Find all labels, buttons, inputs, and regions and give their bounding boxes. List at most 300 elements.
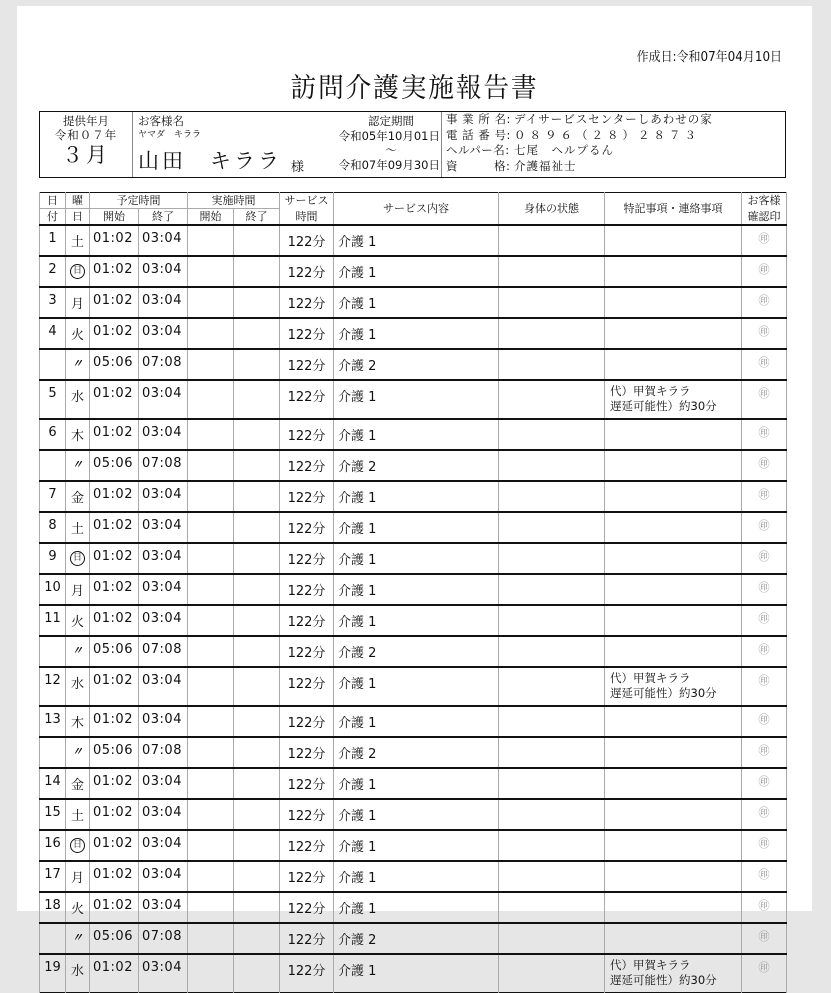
cell-actual-start[interactable]: [188, 830, 234, 861]
stamp-icon: ㊞: [742, 799, 787, 830]
cell-day: 2: [40, 256, 66, 287]
cell-planned-end: 03:04: [139, 954, 188, 993]
service-year: 令和０７年: [54, 128, 118, 142]
cell-planned-start: 01:02: [90, 861, 139, 892]
cell-condition[interactable]: [499, 287, 605, 318]
stamp-icon: ㊞: [742, 667, 787, 706]
cell-planned-start: 05:06: [90, 636, 139, 667]
cell-weekday: 金: [66, 481, 90, 512]
service-log-body: [40, 225, 787, 993]
cell-service: 介護 1: [334, 256, 499, 287]
cell-day: [40, 636, 66, 667]
qualification-label: 資 格:: [446, 158, 511, 173]
table-row: [40, 768, 787, 799]
cell-duration: 122分: [280, 768, 334, 799]
cell-planned-end: 03:04: [139, 481, 188, 512]
created-value: 令和07年04月10日: [676, 50, 782, 65]
header-confirm-2: 確認印: [742, 209, 787, 226]
cell-actual-end[interactable]: [234, 737, 280, 768]
cell-day: 8: [40, 512, 66, 543]
customer-kana: ヤマダ キララ: [138, 130, 202, 140]
cell-actual-start[interactable]: [188, 543, 234, 574]
cell-planned-start: 01:02: [90, 318, 139, 349]
cell-actual-start[interactable]: [188, 799, 234, 830]
cell-planned-start: 01:02: [90, 605, 139, 636]
header-actual: 実施時間: [188, 193, 280, 209]
cell-actual-end[interactable]: [234, 667, 280, 706]
cell-actual-start[interactable]: [188, 861, 234, 892]
cell-weekday: 水: [66, 954, 90, 993]
cell-day: 1: [40, 225, 66, 256]
table-row: [40, 349, 787, 380]
header-confirm-1: お客様: [742, 193, 787, 209]
cert-tilde: ～: [385, 143, 397, 157]
cell-planned-start: 05:06: [90, 349, 139, 380]
stamp-icon: ㊞: [742, 318, 787, 349]
cell-weekday: 〃: [66, 737, 90, 768]
cell-weekday: 〃: [66, 450, 90, 481]
cell-actual-end[interactable]: [234, 954, 280, 993]
cell-actual-end[interactable]: [234, 380, 280, 419]
service-month-label: 提供年月: [63, 114, 109, 128]
sunday-circle-icon: 日: [70, 551, 85, 566]
cell-actual-start[interactable]: [188, 923, 234, 954]
cell-notes: [605, 318, 742, 349]
cell-condition[interactable]: [499, 768, 605, 799]
table-row: [40, 574, 787, 605]
cell-actual-end[interactable]: [234, 318, 280, 349]
stamp-icon: ㊞: [742, 892, 787, 923]
cell-weekday: 月: [66, 861, 90, 892]
cell-notes: [605, 349, 742, 380]
cell-planned-start: 01:02: [90, 954, 139, 993]
cell-planned-start: 01:02: [90, 768, 139, 799]
customer-name: 山田 キララ: [138, 149, 282, 173]
service-month-cell: [40, 112, 133, 177]
table-row: [40, 481, 787, 512]
cell-actual-start[interactable]: [188, 256, 234, 287]
cell-actual-end[interactable]: [234, 574, 280, 605]
cell-condition[interactable]: [499, 636, 605, 667]
table-row: [40, 954, 787, 993]
cell-weekday: 火: [66, 605, 90, 636]
cell-actual-start[interactable]: [188, 512, 234, 543]
stamp-icon: ㊞: [742, 706, 787, 737]
stamp-icon: ㊞: [742, 830, 787, 861]
cell-actual-end[interactable]: [234, 830, 280, 861]
stamp-icon: ㊞: [742, 419, 787, 450]
cell-service: 介護 1: [334, 605, 499, 636]
cell-weekday: 水: [66, 667, 90, 706]
cell-service: 介護 1: [334, 574, 499, 605]
cell-condition[interactable]: [499, 737, 605, 768]
cell-actual-end[interactable]: [234, 706, 280, 737]
office-row: [446, 112, 786, 128]
cell-notes: [605, 954, 742, 993]
cell-notes: [605, 380, 742, 419]
cell-notes: [605, 636, 742, 667]
cell-condition[interactable]: [499, 861, 605, 892]
cell-service: 介護 2: [334, 737, 499, 768]
cell-actual-end[interactable]: [234, 450, 280, 481]
cell-notes: [605, 892, 742, 923]
cell-duration: 122分: [280, 706, 334, 737]
cell-actual-start[interactable]: [188, 892, 234, 923]
cell-actual-start[interactable]: [188, 318, 234, 349]
cell-actual-end[interactable]: [234, 543, 280, 574]
cell-duration: 122分: [280, 349, 334, 380]
stamp-icon: ㊞: [742, 861, 787, 892]
certification-period-cell: [312, 112, 440, 177]
cell-planned-start: 01:02: [90, 830, 139, 861]
sunday-circle-icon: 日: [70, 838, 85, 853]
cell-notes: [605, 225, 742, 256]
header-actual-end: 終了: [234, 209, 280, 226]
header-dow-2: 日: [66, 209, 90, 226]
stamp-icon: ㊞: [742, 349, 787, 380]
cell-day: 16: [40, 830, 66, 861]
table-row: [40, 799, 787, 830]
cell-planned-end: 07:08: [139, 450, 188, 481]
header-duration-1: サービス: [280, 193, 334, 209]
cell-weekday: 〃: [66, 636, 90, 667]
cell-weekday: 木: [66, 706, 90, 737]
page-title: 訪問介護実施報告書: [290, 73, 539, 104]
cell-planned-end: 07:08: [139, 636, 188, 667]
cell-service: 介護 1: [334, 892, 499, 923]
cell-actual-start[interactable]: [188, 481, 234, 512]
cell-service: 介護 1: [334, 419, 499, 450]
header-actual-start: 開始: [188, 209, 234, 226]
cell-planned-end: 03:04: [139, 861, 188, 892]
cell-actual-start[interactable]: [188, 737, 234, 768]
cell-weekday: 水: [66, 380, 90, 419]
cell-condition[interactable]: [499, 450, 605, 481]
table-row: [40, 543, 787, 574]
cell-planned-start: 01:02: [90, 574, 139, 605]
cell-notes: [605, 706, 742, 737]
header-condition: 身体の状態: [499, 193, 605, 226]
header-day-1: 日: [40, 193, 66, 209]
cell-notes: [605, 923, 742, 954]
header-notes: 特記事項・連絡事項: [605, 193, 742, 226]
table-row: [40, 318, 787, 349]
cell-duration: 122分: [280, 543, 334, 574]
cell-service: 介護 1: [334, 225, 499, 256]
cell-condition[interactable]: [499, 419, 605, 450]
cell-planned-start: 01:02: [90, 706, 139, 737]
table-row: [40, 830, 787, 861]
cell-planned-end: 07:08: [139, 923, 188, 954]
cell-weekday: 火: [66, 892, 90, 923]
cell-weekday: 〃: [66, 349, 90, 380]
cell-condition[interactable]: [499, 892, 605, 923]
cell-notes: [605, 605, 742, 636]
cell-actual-end[interactable]: [234, 349, 280, 380]
table-row: [40, 380, 787, 419]
header-day-2: 付: [40, 209, 66, 226]
cell-planned-end: 03:04: [139, 799, 188, 830]
cell-condition[interactable]: [499, 225, 605, 256]
cell-notes: [605, 830, 742, 861]
cell-duration: 122分: [280, 667, 334, 706]
cell-actual-end[interactable]: [234, 636, 280, 667]
cell-actual-start[interactable]: [188, 768, 234, 799]
cell-service: 介護 1: [334, 318, 499, 349]
cell-notes: [605, 287, 742, 318]
created-date: [637, 46, 782, 65]
cell-condition[interactable]: [499, 574, 605, 605]
note-line-2: 遅延可能性）約30分: [610, 686, 717, 700]
cell-planned-end: 03:04: [139, 380, 188, 419]
cell-condition[interactable]: [499, 318, 605, 349]
table-row: [40, 892, 787, 923]
cell-actual-end[interactable]: [234, 892, 280, 923]
table-row: [40, 287, 787, 318]
cell-duration: 122分: [280, 574, 334, 605]
note-line-1: 代）甲賀キララ: [610, 671, 691, 685]
stamp-icon: ㊞: [742, 923, 787, 954]
cell-planned-end: 03:04: [139, 287, 188, 318]
cell-actual-start[interactable]: [188, 287, 234, 318]
cell-planned-end: 07:08: [139, 737, 188, 768]
cell-actual-start[interactable]: [188, 419, 234, 450]
cell-planned-end: 03:04: [139, 574, 188, 605]
cell-weekday: 月: [66, 574, 90, 605]
cell-notes: [605, 512, 742, 543]
cell-service: 介護 1: [334, 543, 499, 574]
cell-service: 介護 2: [334, 450, 499, 481]
cell-duration: 122分: [280, 512, 334, 543]
created-label: 作成日:: [636, 50, 677, 65]
info-box: [39, 111, 786, 178]
cell-duration: 122分: [280, 799, 334, 830]
cell-service: 介護 1: [334, 512, 499, 543]
cell-condition[interactable]: [499, 706, 605, 737]
customer-honorific: 様: [291, 160, 305, 175]
cell-actual-end[interactable]: [234, 225, 280, 256]
helper-row: [446, 143, 786, 159]
cell-planned-end: 03:04: [139, 256, 188, 287]
cell-duration: 122分: [280, 225, 334, 256]
cell-condition[interactable]: [499, 830, 605, 861]
table-row: [40, 512, 787, 543]
cell-planned-start: 05:06: [90, 923, 139, 954]
cell-duration: 122分: [280, 419, 334, 450]
cell-actual-end[interactable]: [234, 419, 280, 450]
service-log-table: [39, 192, 787, 993]
note-line-1: 代）甲賀キララ: [610, 384, 691, 398]
cell-planned-end: 03:04: [139, 667, 188, 706]
cell-planned-end: 03:04: [139, 225, 188, 256]
stamp-icon: ㊞: [742, 512, 787, 543]
cell-weekday: [66, 543, 90, 574]
cell-actual-start[interactable]: [188, 349, 234, 380]
table-row: [40, 636, 787, 667]
cell-planned-start: 01:02: [90, 892, 139, 923]
cell-weekday: 土: [66, 512, 90, 543]
cell-planned-start: 01:02: [90, 481, 139, 512]
cell-duration: 122分: [280, 380, 334, 419]
cell-day: 17: [40, 861, 66, 892]
cell-actual-start[interactable]: [188, 380, 234, 419]
cell-actual-start[interactable]: [188, 574, 234, 605]
cell-actual-end[interactable]: [234, 799, 280, 830]
cell-service: 介護 1: [334, 706, 499, 737]
cert-label: 認定期間: [368, 114, 414, 128]
cell-condition[interactable]: [499, 667, 605, 706]
cell-day: 3: [40, 287, 66, 318]
stamp-icon: ㊞: [742, 574, 787, 605]
cell-duration: 122分: [280, 830, 334, 861]
cell-day: 15: [40, 799, 66, 830]
cell-notes: [605, 667, 742, 706]
table-row: [40, 419, 787, 450]
cell-day: 18: [40, 892, 66, 923]
cell-weekday: [66, 830, 90, 861]
header-service: サービス内容: [334, 193, 499, 226]
stamp-icon: ㊞: [742, 636, 787, 667]
stamp-icon: ㊞: [742, 737, 787, 768]
cell-actual-end[interactable]: [234, 512, 280, 543]
cell-service: 介護 1: [334, 799, 499, 830]
cell-weekday: [66, 256, 90, 287]
cell-notes: [605, 256, 742, 287]
customer-label: お客様名: [138, 114, 184, 128]
cell-actual-start[interactable]: [188, 954, 234, 993]
cell-condition[interactable]: [499, 349, 605, 380]
header-planned: 予定時間: [90, 193, 188, 209]
cell-weekday: 木: [66, 419, 90, 450]
table-row: [40, 225, 787, 256]
cell-actual-start[interactable]: [188, 225, 234, 256]
cell-actual-end[interactable]: [234, 861, 280, 892]
cell-planned-end: 03:04: [139, 318, 188, 349]
cell-notes: [605, 543, 742, 574]
cell-service: 介護 1: [334, 768, 499, 799]
phone-value: ０８９６（２８）２８７３: [514, 127, 700, 142]
cell-condition[interactable]: [499, 543, 605, 574]
cell-duration: 122分: [280, 737, 334, 768]
cell-day: 4: [40, 318, 66, 349]
cell-service: 介護 1: [334, 830, 499, 861]
cell-actual-end[interactable]: [234, 923, 280, 954]
cell-service: 介護 1: [334, 861, 499, 892]
header-planned-start: 開始: [90, 209, 139, 226]
cell-condition[interactable]: [499, 512, 605, 543]
table-row: [40, 706, 787, 737]
cell-actual-end[interactable]: [234, 256, 280, 287]
office-label: 事 業 所 名:: [446, 112, 511, 126]
cell-service: 介護 1: [334, 380, 499, 419]
cell-service: 介護 2: [334, 349, 499, 380]
cell-planned-end: 03:04: [139, 419, 188, 450]
cell-actual-end[interactable]: [234, 605, 280, 636]
qualification-row: [446, 159, 786, 175]
cell-notes: [605, 861, 742, 892]
cell-condition[interactable]: [499, 256, 605, 287]
service-month: ３月: [62, 143, 110, 167]
qualification-value: 介護福祉士: [514, 158, 577, 173]
cell-condition[interactable]: [499, 799, 605, 830]
cell-actual-end[interactable]: [234, 768, 280, 799]
cell-condition[interactable]: [499, 954, 605, 993]
table-row: [40, 256, 787, 287]
cell-day: 13: [40, 706, 66, 737]
cell-actual-end[interactable]: [234, 481, 280, 512]
cell-actual-end[interactable]: [234, 287, 280, 318]
stamp-icon: ㊞: [742, 481, 787, 512]
cell-planned-end: 03:04: [139, 768, 188, 799]
cell-day: [40, 737, 66, 768]
cell-planned-end: 03:04: [139, 830, 188, 861]
cell-day: [40, 349, 66, 380]
phone-row: [446, 128, 786, 144]
cell-day: 9: [40, 543, 66, 574]
cell-notes: [605, 574, 742, 605]
cell-planned-end: 07:08: [139, 349, 188, 380]
cell-notes: [605, 737, 742, 768]
cell-actual-start[interactable]: [188, 636, 234, 667]
cell-duration: 122分: [280, 923, 334, 954]
cell-condition[interactable]: [499, 605, 605, 636]
cell-duration: 122分: [280, 892, 334, 923]
cell-service: 介護 1: [334, 954, 499, 993]
cell-duration: 122分: [280, 450, 334, 481]
cell-condition[interactable]: [499, 380, 605, 419]
cell-duration: 122分: [280, 318, 334, 349]
table-row: [40, 737, 787, 768]
cell-duration: 122分: [280, 636, 334, 667]
cell-notes: [605, 481, 742, 512]
cell-day: [40, 923, 66, 954]
cell-day: 10: [40, 574, 66, 605]
helper-value: 七尾 ヘルプるん: [514, 143, 614, 157]
stamp-icon: ㊞: [742, 450, 787, 481]
cell-planned-start: 01:02: [90, 225, 139, 256]
cell-actual-start[interactable]: [188, 605, 234, 636]
stamp-icon: ㊞: [742, 380, 787, 419]
cell-weekday: 金: [66, 768, 90, 799]
cell-day: [40, 450, 66, 481]
cell-day: 11: [40, 605, 66, 636]
stamp-icon: ㊞: [742, 605, 787, 636]
header-dow-1: 曜: [66, 193, 90, 209]
cell-actual-start[interactable]: [188, 450, 234, 481]
table-row: [40, 923, 787, 954]
cell-weekday: 火: [66, 318, 90, 349]
cell-condition[interactable]: [499, 481, 605, 512]
header-duration-2: 時間: [280, 209, 334, 226]
stamp-icon: ㊞: [742, 543, 787, 574]
cell-actual-start[interactable]: [188, 706, 234, 737]
cell-condition[interactable]: [499, 923, 605, 954]
cell-duration: 122分: [280, 605, 334, 636]
cell-service: 介護 2: [334, 923, 499, 954]
cell-day: 14: [40, 768, 66, 799]
cell-day: 6: [40, 419, 66, 450]
provider-cell: [441, 112, 786, 177]
cell-duration: 122分: [280, 861, 334, 892]
cell-planned-start: 01:02: [90, 256, 139, 287]
report-page: [17, 6, 812, 987]
cell-actual-start[interactable]: [188, 667, 234, 706]
cell-duration: 122分: [280, 256, 334, 287]
sunday-circle-icon: 日: [70, 264, 85, 279]
table-row: [40, 450, 787, 481]
cell-planned-start: 01:02: [90, 512, 139, 543]
cell-day: 5: [40, 380, 66, 419]
